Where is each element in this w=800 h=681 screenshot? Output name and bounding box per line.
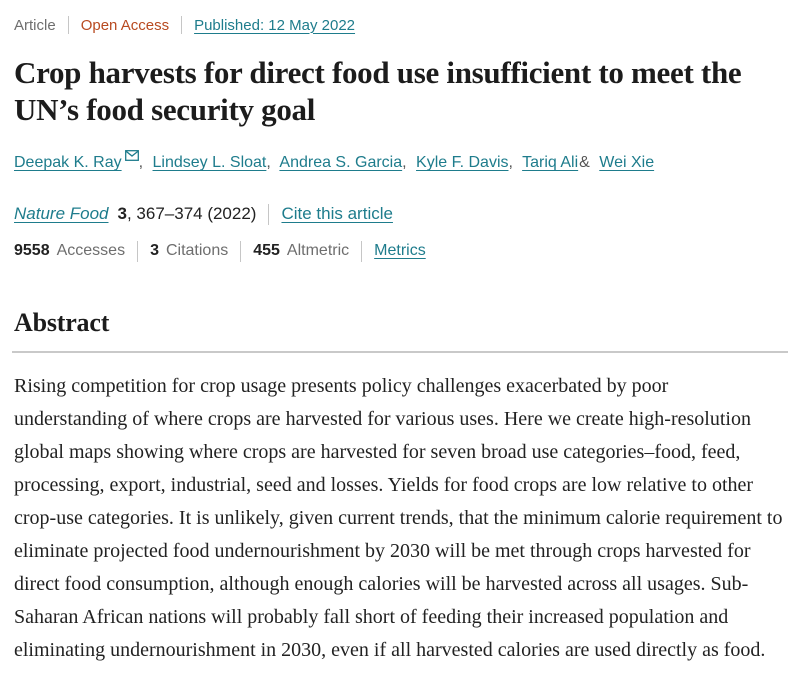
author xyxy=(416,154,518,171)
volume-number: 3 xyxy=(117,204,127,223)
abstract-heading: Abstract xyxy=(14,308,110,337)
accesses-count: 9558 xyxy=(14,242,50,259)
journal-link[interactable]: Nature Food xyxy=(14,204,109,223)
published-date-link[interactable]: Published: 12 May 2022 xyxy=(194,16,356,34)
author xyxy=(279,154,411,171)
author xyxy=(522,154,595,171)
cite-this-article-link[interactable]: Cite this article xyxy=(281,204,393,223)
citations-label: Citations xyxy=(165,242,229,259)
author-separator: , xyxy=(508,154,513,171)
altmetric-count: 455 xyxy=(253,242,280,259)
open-access-label: Open Access xyxy=(80,16,170,34)
author-list xyxy=(14,152,786,174)
author-separator: , xyxy=(138,154,144,171)
metrics-link[interactable]: Metrics xyxy=(374,242,426,259)
author-link[interactable]: Tariq Ali xyxy=(522,154,579,171)
abstract-section xyxy=(14,308,786,667)
author-ampersand: & xyxy=(579,154,590,171)
article-title: Crop harvests for direct food use insufficient to meet the UN’s food security goal xyxy=(14,55,742,127)
section-divider xyxy=(12,351,788,353)
separator xyxy=(361,241,362,262)
separator xyxy=(268,204,269,225)
separator xyxy=(181,16,182,34)
author-link[interactable]: Andrea S. Garcia xyxy=(279,154,403,171)
author-separator: , xyxy=(266,154,271,171)
altmetric-label: Altmetric xyxy=(286,242,350,259)
citations-count: 3 xyxy=(150,242,159,259)
author-link[interactable]: Kyle F. Davis xyxy=(416,154,509,171)
accesses-label: Accesses xyxy=(56,242,126,259)
article-type-label: Article xyxy=(14,16,56,34)
author-link[interactable]: Wei Xie xyxy=(599,154,655,171)
envelope-icon[interactable] xyxy=(125,146,139,168)
author xyxy=(599,154,654,171)
separator xyxy=(240,241,241,262)
author-link[interactable]: Deepak K. Ray xyxy=(14,154,122,171)
citation-row xyxy=(14,201,786,227)
author xyxy=(153,154,276,171)
article-meta-row xyxy=(14,13,786,37)
author xyxy=(14,154,148,171)
separator xyxy=(68,16,69,34)
pages-year: , 367–374 (2022) xyxy=(126,204,257,223)
abstract-text: Rising competition for crop usage presents policy challenges exacerbated by poor understanding of where crops are harvested for various uses. Here we create high-resolution global maps showing where crops are harvested for seven broad use categories–food, feed, processing, export, industrial, seed and losses. Yields for food crops are low relative to other crop-use categories. It is unlikely, given current trends, that the minimum calorie requirement to eliminate projected food undernourishment by 2030 will be met through crops harvested for direct food consumption, although enough calories will be harvested across all usages. Sub-Saharan African nations will probably fall short of feeding their increased population and eliminating undernourishment in 2030, even if all harvested calories are used directly as food. xyxy=(14,375,783,661)
author-separator: , xyxy=(402,154,407,171)
separator xyxy=(137,241,138,262)
metrics-row xyxy=(14,238,786,264)
author-link[interactable]: Lindsey L. Sloat xyxy=(152,154,267,171)
